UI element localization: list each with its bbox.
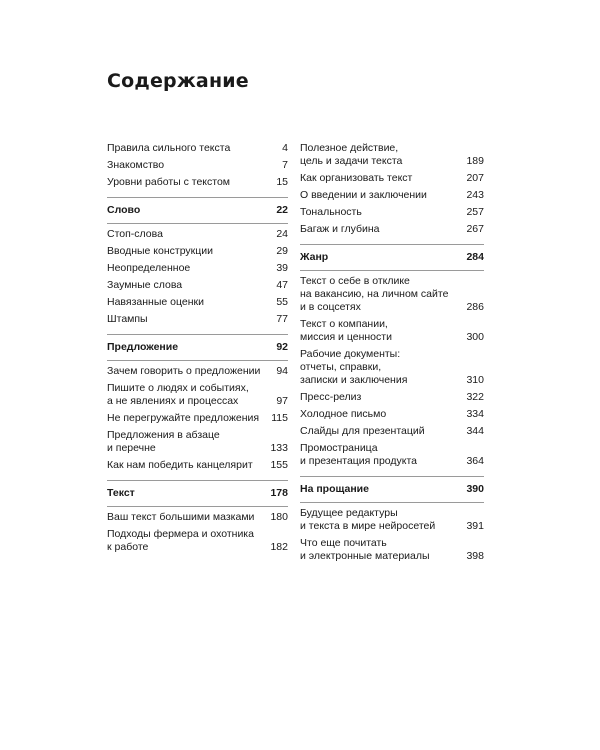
toc-entry[interactable] [107,142,288,155]
toc-right-column [300,142,484,563]
section-divider [300,502,484,503]
toc-entry-title [107,245,276,258]
toc-entry-title-line: и текста в мире нейросетей [300,520,436,532]
toc-page-number: 257 [466,206,484,218]
toc-entry-title [107,296,276,309]
toc-entry-title-line: и презентация продукта [300,455,418,467]
toc-entry[interactable] [300,408,484,421]
toc-entry-title-line: Правила сильного текста [107,142,231,154]
toc-section-heading[interactable] [300,251,484,264]
toc-page-number: 322 [466,391,484,403]
toc-section-heading[interactable] [107,341,288,354]
toc-entry[interactable] [107,262,288,275]
toc-entry-title [107,313,276,326]
toc-entry-title-line: Слайды для презентаций [300,425,425,437]
toc-entry-title-line: и перечне [107,442,156,454]
toc-entry[interactable] [300,507,484,533]
toc-entry-title-line: О введении и заключении [300,189,427,201]
toc-entry[interactable] [300,142,484,168]
toc-entry[interactable] [300,189,484,202]
toc-entry-title-line: Что еще почитать [300,537,387,549]
toc-entry-title-line: Предложения в абзаце [107,429,220,441]
toc-entry-title-line: отчеты, справки, [300,361,382,373]
toc-entry-title [107,262,276,275]
toc-entry[interactable] [107,511,288,524]
toc-entry-title-line: к работе [107,541,149,553]
toc-entry[interactable] [107,159,288,172]
toc-entry-title [107,142,282,155]
toc-entry-title [107,511,270,524]
toc-entry-title-line: Промостраница [300,442,378,454]
toc-entry-title [300,223,466,236]
section-divider [107,360,288,361]
toc-entry-title-line: записки и заключения [300,374,408,386]
section-divider [107,223,288,224]
section-divider [107,334,288,335]
toc-entry[interactable] [300,318,484,344]
toc-entry-title-line: Пресс-релиз [300,391,362,403]
toc-entry-title-line: Заумные слова [107,279,183,291]
toc-entry-title-line: Жанр [300,251,329,263]
toc-entry[interactable] [107,365,288,378]
toc-entry[interactable] [300,223,484,236]
toc-entry[interactable] [107,313,288,326]
toc-entry-title [107,365,276,378]
toc-entry[interactable] [107,459,288,472]
toc-entry-title-line: Как нам победить канцелярит [107,459,253,471]
toc-page-number: 398 [466,550,484,562]
toc-entry-title-line: Вводные конструкции [107,245,214,257]
toc-left-column [107,142,288,554]
toc-entry-title [300,251,466,264]
toc-entry-title-line: Неопределенное [107,262,191,274]
toc-page-number: 334 [466,408,484,420]
toc-page-number: 115 [271,412,288,424]
toc-entry-title-line: Полезное действие, [300,142,399,154]
toc-entry-title-line: Текст о компании, [300,318,388,330]
toc-section-heading[interactable] [300,483,484,496]
toc-entry[interactable] [300,442,484,468]
toc-section-heading[interactable] [107,204,288,217]
toc-page-number: 15 [276,176,288,188]
toc-entry-title-line: миссия и ценности [300,331,392,343]
toc-entry-title [300,425,466,438]
toc-page-number: 286 [466,301,484,313]
toc-entry-title-line: Предложение [107,341,179,353]
toc-page-number: 180 [270,511,288,523]
toc-entry-title-line: а не явлениях и процессах [107,395,239,407]
toc-entry-title [300,507,466,533]
toc-entry-title-line: Подходы фермера и охотника [107,528,254,540]
page-title: Содержание [107,70,249,92]
toc-entry-title-line: Уровни работы с текстом [107,176,231,188]
toc-page-number: 284 [466,251,484,263]
toc-page-number: 390 [466,483,484,495]
toc-page-number: 97 [276,395,288,407]
section-divider [107,506,288,507]
toc-entry-title [107,279,276,292]
toc-entry-title [300,537,466,563]
toc-entry-title [300,142,466,168]
toc-entry-title-line: Стоп-слова [107,228,163,240]
toc-page-number: 7 [282,159,288,171]
toc-entry-title [300,172,466,185]
toc-entry-title [300,206,466,219]
toc-page-number: 47 [276,279,288,291]
toc-entry[interactable] [107,528,288,554]
toc-entry-title-line: и электронные материалы [300,550,430,562]
toc-entry-title [107,382,276,408]
toc-entry-title-line: Пишите о людях и событиях, [107,382,249,394]
toc-page-number: 391 [466,520,484,532]
toc-section-heading[interactable] [107,487,288,500]
toc-entry-title-line: Тональность [300,206,362,218]
toc-page-number: 77 [276,313,288,325]
toc-page-number: 267 [466,223,484,235]
toc-entry-title [107,429,270,455]
toc-entry-title-line: Зачем говорить о предложении [107,365,261,377]
toc-page-number: 178 [270,487,288,499]
toc-page-number: 243 [466,189,484,201]
toc-entry-title-line: Навязанные оценки [107,296,204,308]
toc-entry-title-line: Как организовать текст [300,172,413,184]
toc-entry[interactable] [300,275,484,314]
toc-entry-title-line: Холодное письмо [300,408,387,420]
toc-entry-title-line: Будущее редактуры [300,507,398,519]
toc-entry-title [107,412,271,425]
toc-entry-title-line: на вакансию, на личном сайте [300,288,449,300]
toc-page-number: 310 [466,374,484,386]
toc-entry[interactable] [107,412,288,425]
toc-entry-title [300,408,466,421]
toc-page-number: 39 [276,262,288,274]
toc-page-number: 92 [276,341,288,353]
toc-entry-title-line: Не перегружайте предложения [107,412,260,424]
section-divider [300,244,484,245]
toc-page-number: 300 [466,331,484,343]
section-divider [300,270,484,271]
toc-page-number: 4 [282,142,288,154]
section-divider [107,480,288,481]
toc-entry-title [107,459,270,472]
toc-entry[interactable] [107,176,288,189]
toc-entry-title [300,391,466,404]
toc-entry-title [107,528,270,554]
toc-page-number: 29 [276,245,288,257]
toc-page-number: 24 [276,228,288,240]
toc-entry-title-line: Слово [107,204,141,216]
toc-entry-title [107,176,276,189]
toc-entry-title-line: цель и задачи текста [300,155,403,167]
toc-page-number: 364 [466,455,484,467]
toc-entry-title-line: Текст о себе в отклике [300,275,410,287]
toc-page-number: 189 [466,155,484,167]
toc-entry-title [300,318,466,344]
toc-page-number: 94 [276,365,288,377]
toc-entry-title [107,228,276,241]
toc-entry-title-line: Текст [107,487,135,499]
toc-entry-title [107,487,270,500]
toc-page-number: 55 [276,296,288,308]
toc-entry[interactable] [107,228,288,241]
section-divider [107,197,288,198]
toc-entry-title-line: Ваш текст большими мазками [107,511,255,523]
toc-page-number: 22 [276,204,288,216]
toc-entry-title [300,348,466,387]
toc-entry-title [107,204,276,217]
toc-entry-title [300,275,466,314]
section-divider [300,476,484,477]
toc-entry[interactable] [300,348,484,387]
toc-entry-title-line: Багаж и глубина [300,223,380,235]
toc-entry-title-line: На прощание [300,483,369,495]
toc-entry[interactable] [107,382,288,408]
toc-page-number: 155 [270,459,288,471]
toc-entry[interactable] [300,391,484,404]
toc-page-number: 133 [270,442,288,454]
toc-entry-title-line: и в соцсетях [300,301,361,313]
toc-entry[interactable] [300,537,484,563]
toc-entry-title [107,341,276,354]
toc-entry[interactable] [107,245,288,258]
toc-entry-title [300,442,466,468]
toc-entry-title-line: Рабочие документы: [300,348,401,360]
toc-entry[interactable] [300,172,484,185]
toc-entry[interactable] [300,425,484,438]
toc-entry-title [107,159,282,172]
toc-entry-title [300,189,466,202]
toc-entry[interactable] [107,296,288,309]
toc-entry-title [300,483,466,496]
toc-entry[interactable] [300,206,484,219]
toc-entry-title-line: Штампы [107,313,148,325]
toc-page-number: 182 [270,541,288,553]
toc-entry[interactable] [107,429,288,455]
toc-page-number: 344 [466,425,484,437]
toc-entry[interactable] [107,279,288,292]
toc-entry-title-line: Знакомство [107,159,165,171]
toc-page-number: 207 [466,172,484,184]
